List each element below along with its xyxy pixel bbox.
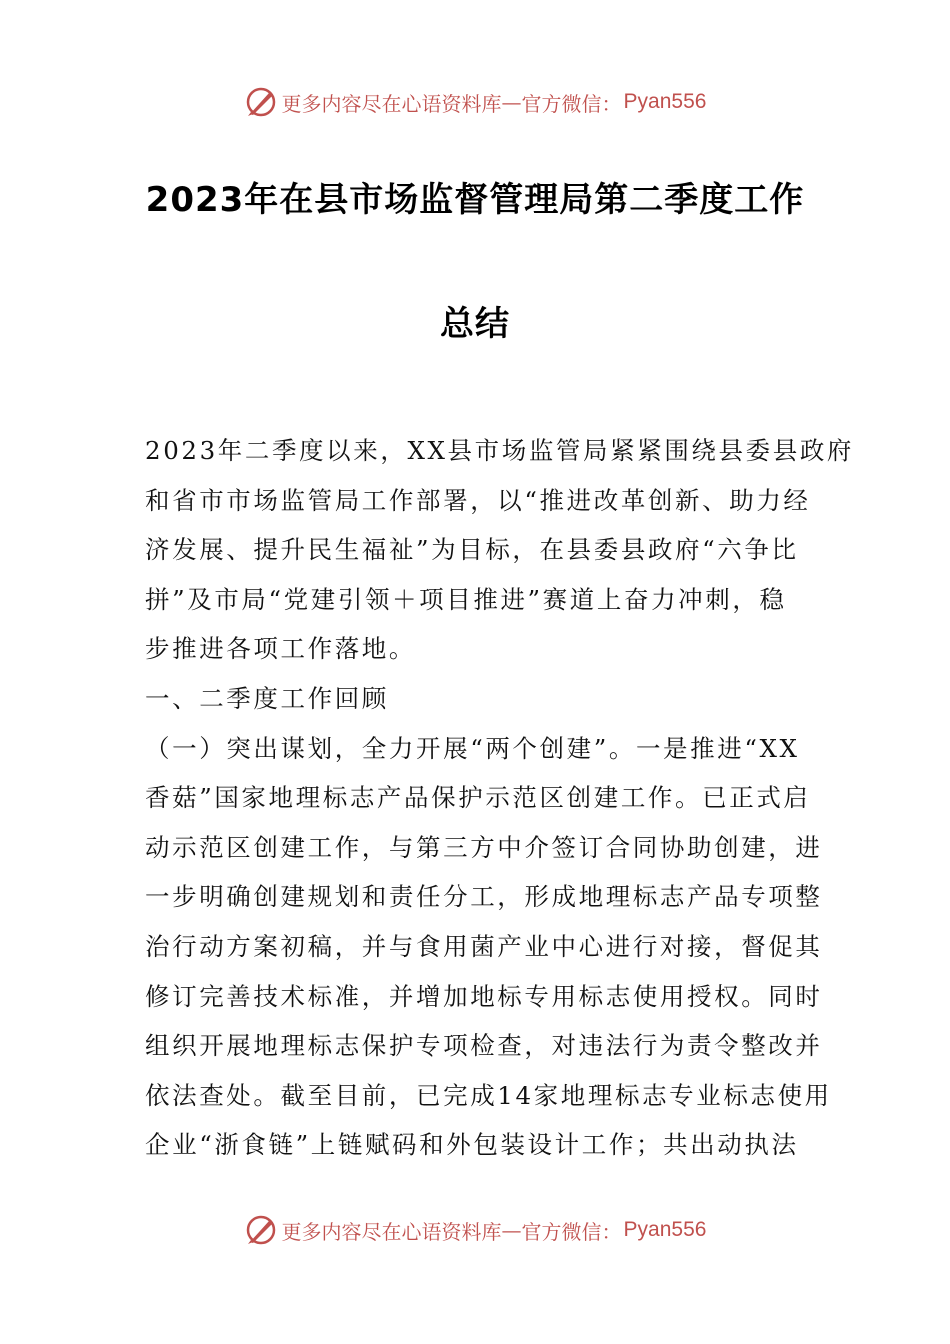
watermark-separator: — bbox=[501, 1218, 522, 1242]
document-title-line-1: 2023年在县市场监督管理局第二季度工作 bbox=[145, 180, 805, 220]
document-body bbox=[145, 426, 855, 1170]
watermark-separator: — bbox=[501, 90, 522, 114]
body-line: 企业“浙食链”上链赋码和外包装设计工作；共出动执法 bbox=[145, 1130, 799, 1160]
body-line: 拼”及市局“党建引领＋项目推进”赛道上奋力冲刺，稳 bbox=[145, 584, 787, 614]
section-heading: 一、二季度工作回顾 bbox=[145, 683, 389, 713]
watermark-wechat-id: Pyan556 bbox=[623, 1218, 707, 1241]
body-line: 济发展、提升民生福祉”为目标，在县委县政府“六争比 bbox=[145, 535, 799, 565]
body-line: 依法查处。截至目前，已完成14家地理标志专业标志使用 bbox=[145, 1080, 832, 1110]
watermark-wechat-id: Pyan556 bbox=[623, 90, 707, 113]
body-line: 香菇”国家地理标志产品保护示范区创建工作。已正式启 bbox=[145, 783, 811, 813]
body-line: 和省市市场监管局工作部署，以“推进改革创新、助力经 bbox=[145, 485, 811, 515]
watermark-text: 更多内容尽在心语资料库 bbox=[281, 91, 502, 116]
body-line: 步推进各项工作落地。 bbox=[145, 634, 416, 664]
watermark-wechat-label: 官方微信： bbox=[521, 1219, 622, 1244]
watermark-wechat-label: 官方微信： bbox=[521, 91, 622, 116]
watermark-banner-bottom bbox=[0, 1210, 950, 1250]
body-line: 一步明确创建规划和责任分工，形成地理标志产品专项整 bbox=[145, 882, 823, 912]
body-line: 动示范区创建工作，与第三方中介签订合同协助创建，进 bbox=[145, 832, 823, 862]
pen-logo-icon bbox=[244, 85, 278, 119]
watermark-banner-top bbox=[0, 82, 950, 122]
body-line: 2023年二季度以来，XX县市场监管局紧紧围绕县委县政府 bbox=[145, 436, 855, 465]
pen-logo-icon bbox=[244, 1213, 278, 1247]
watermark-text: 更多内容尽在心语资料库 bbox=[281, 1219, 502, 1244]
body-line: 修订完善技术标准，并增加地标专用标志使用授权。同时 bbox=[145, 981, 823, 1011]
body-line: 治行动方案初稿，并与食用菌产业中心进行对接，督促其 bbox=[145, 931, 823, 961]
body-line: 组织开展地理标志保护专项检查，对违法行为责令整改并 bbox=[145, 1031, 823, 1061]
body-line: （一）突出谋划，全力开展“两个创建”。一是推进“XX bbox=[145, 733, 800, 763]
document-title-line-2: 总结 bbox=[440, 304, 510, 344]
